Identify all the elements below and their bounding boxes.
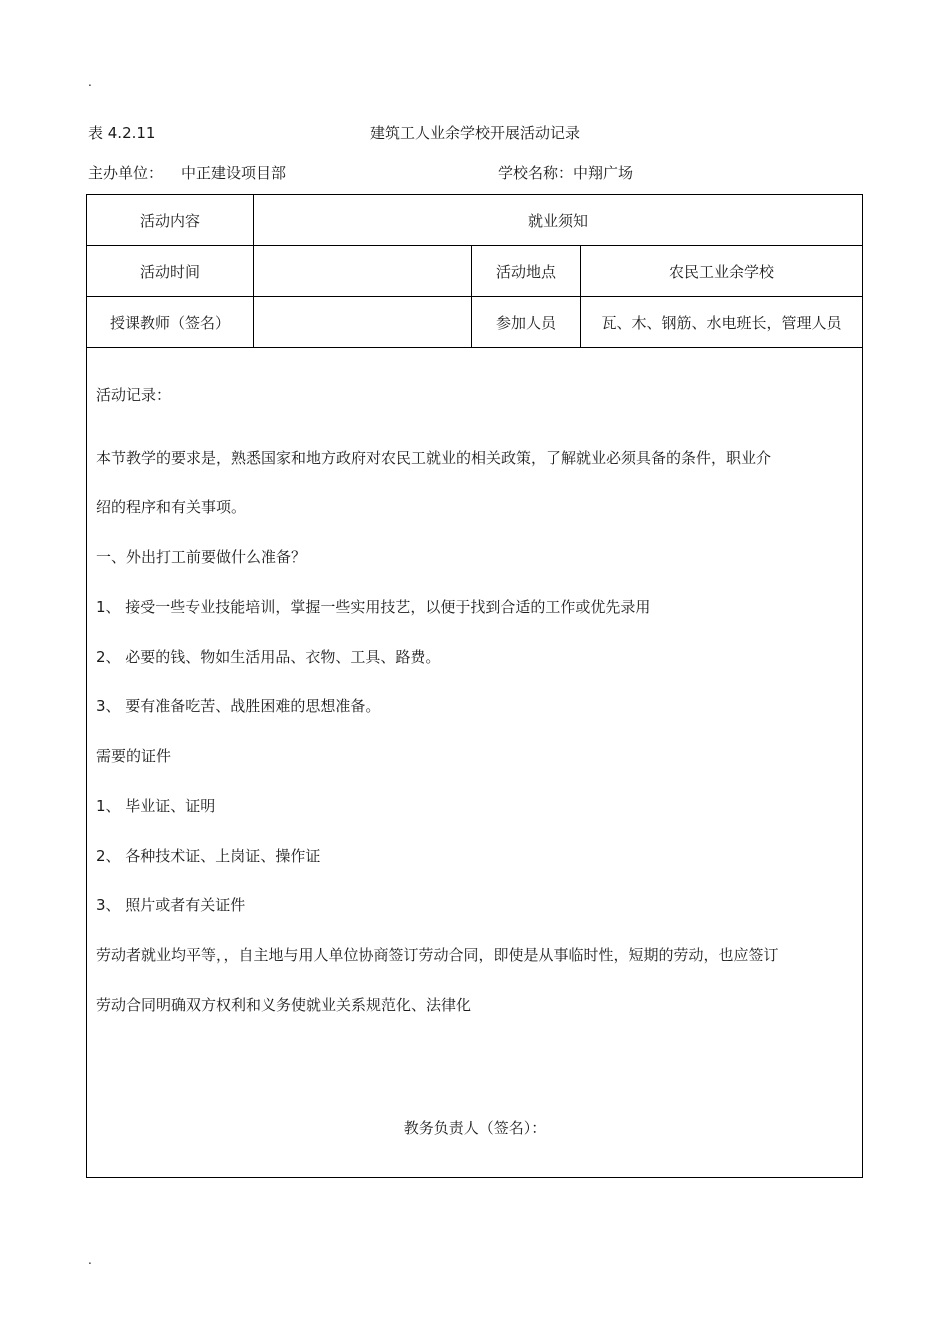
activity-time-value: [254, 246, 471, 296]
academic-officer-signature: 教务负责人（签名）：: [403, 1119, 547, 1137]
page-mark-bottom: .: [88, 1253, 92, 1267]
organizer-label: 主办单位：: [88, 164, 164, 182]
teacher-signature-value: [254, 297, 471, 347]
record-line: 2、 各种技术证、上岗证、操作证: [96, 847, 321, 865]
organizer-value: 中正建设项目部: [181, 164, 287, 182]
record-line: 劳动合同明确双方权利和义务使就业关系规范化、法律化: [96, 996, 472, 1014]
record-line: 一、外出打工前要做什么准备？: [96, 548, 307, 566]
record-line: 1、 毕业证、证明: [96, 797, 216, 815]
activity-content-value: 就业须知: [527, 211, 588, 230]
record-line: 1、 接受一些专业技能培训，掌握一些实用技艺，以便于找到合适的工作或优先录用: [96, 598, 651, 616]
record-line: 需要的证件: [96, 747, 172, 765]
activity-time-label: 活动时间: [139, 262, 200, 281]
teacher-signature-label: 授课教师（签名）: [109, 313, 230, 332]
organizer: [88, 162, 286, 183]
activity-content-label: 活动内容: [139, 211, 200, 230]
school-name: 学校名称：中翔广场: [498, 164, 634, 182]
activity-location-label: 活动地点: [495, 262, 556, 281]
record-line: 3、 照片或者有关证件: [96, 896, 246, 914]
record-line: 2、 必要的钱、物如生活用品、衣物、工具、路费。: [96, 648, 441, 666]
table-number: 表 4.2.11: [88, 124, 156, 142]
record-line: 3、 要有准备吃苦、战胜困难的思想准备。: [96, 697, 381, 715]
table-rule: [86, 347, 863, 348]
document-title: 建筑工人业余学校开展活动记录: [370, 124, 581, 142]
participants-value: 瓦、木、钢筋、水电班长，管理人员: [601, 313, 842, 332]
participants-label: 参加人员: [495, 313, 556, 332]
record-line: 本节教学的要求是，熟悉国家和地方政府对农民工就业的相关政策，了解就业必须具备的条件，职业介: [96, 449, 772, 467]
record-line: 劳动者就业均平等，，自主地与用人单位协商签订劳动合同，即使是从事临时性，短期的劳动，也应签订: [96, 946, 779, 964]
record-heading: 活动记录：: [96, 386, 172, 404]
page-mark-top: .: [88, 75, 92, 89]
activity-location-value: 农民工业余学校: [668, 262, 774, 281]
record-line: 绍的程序和有关事项。: [96, 498, 247, 516]
